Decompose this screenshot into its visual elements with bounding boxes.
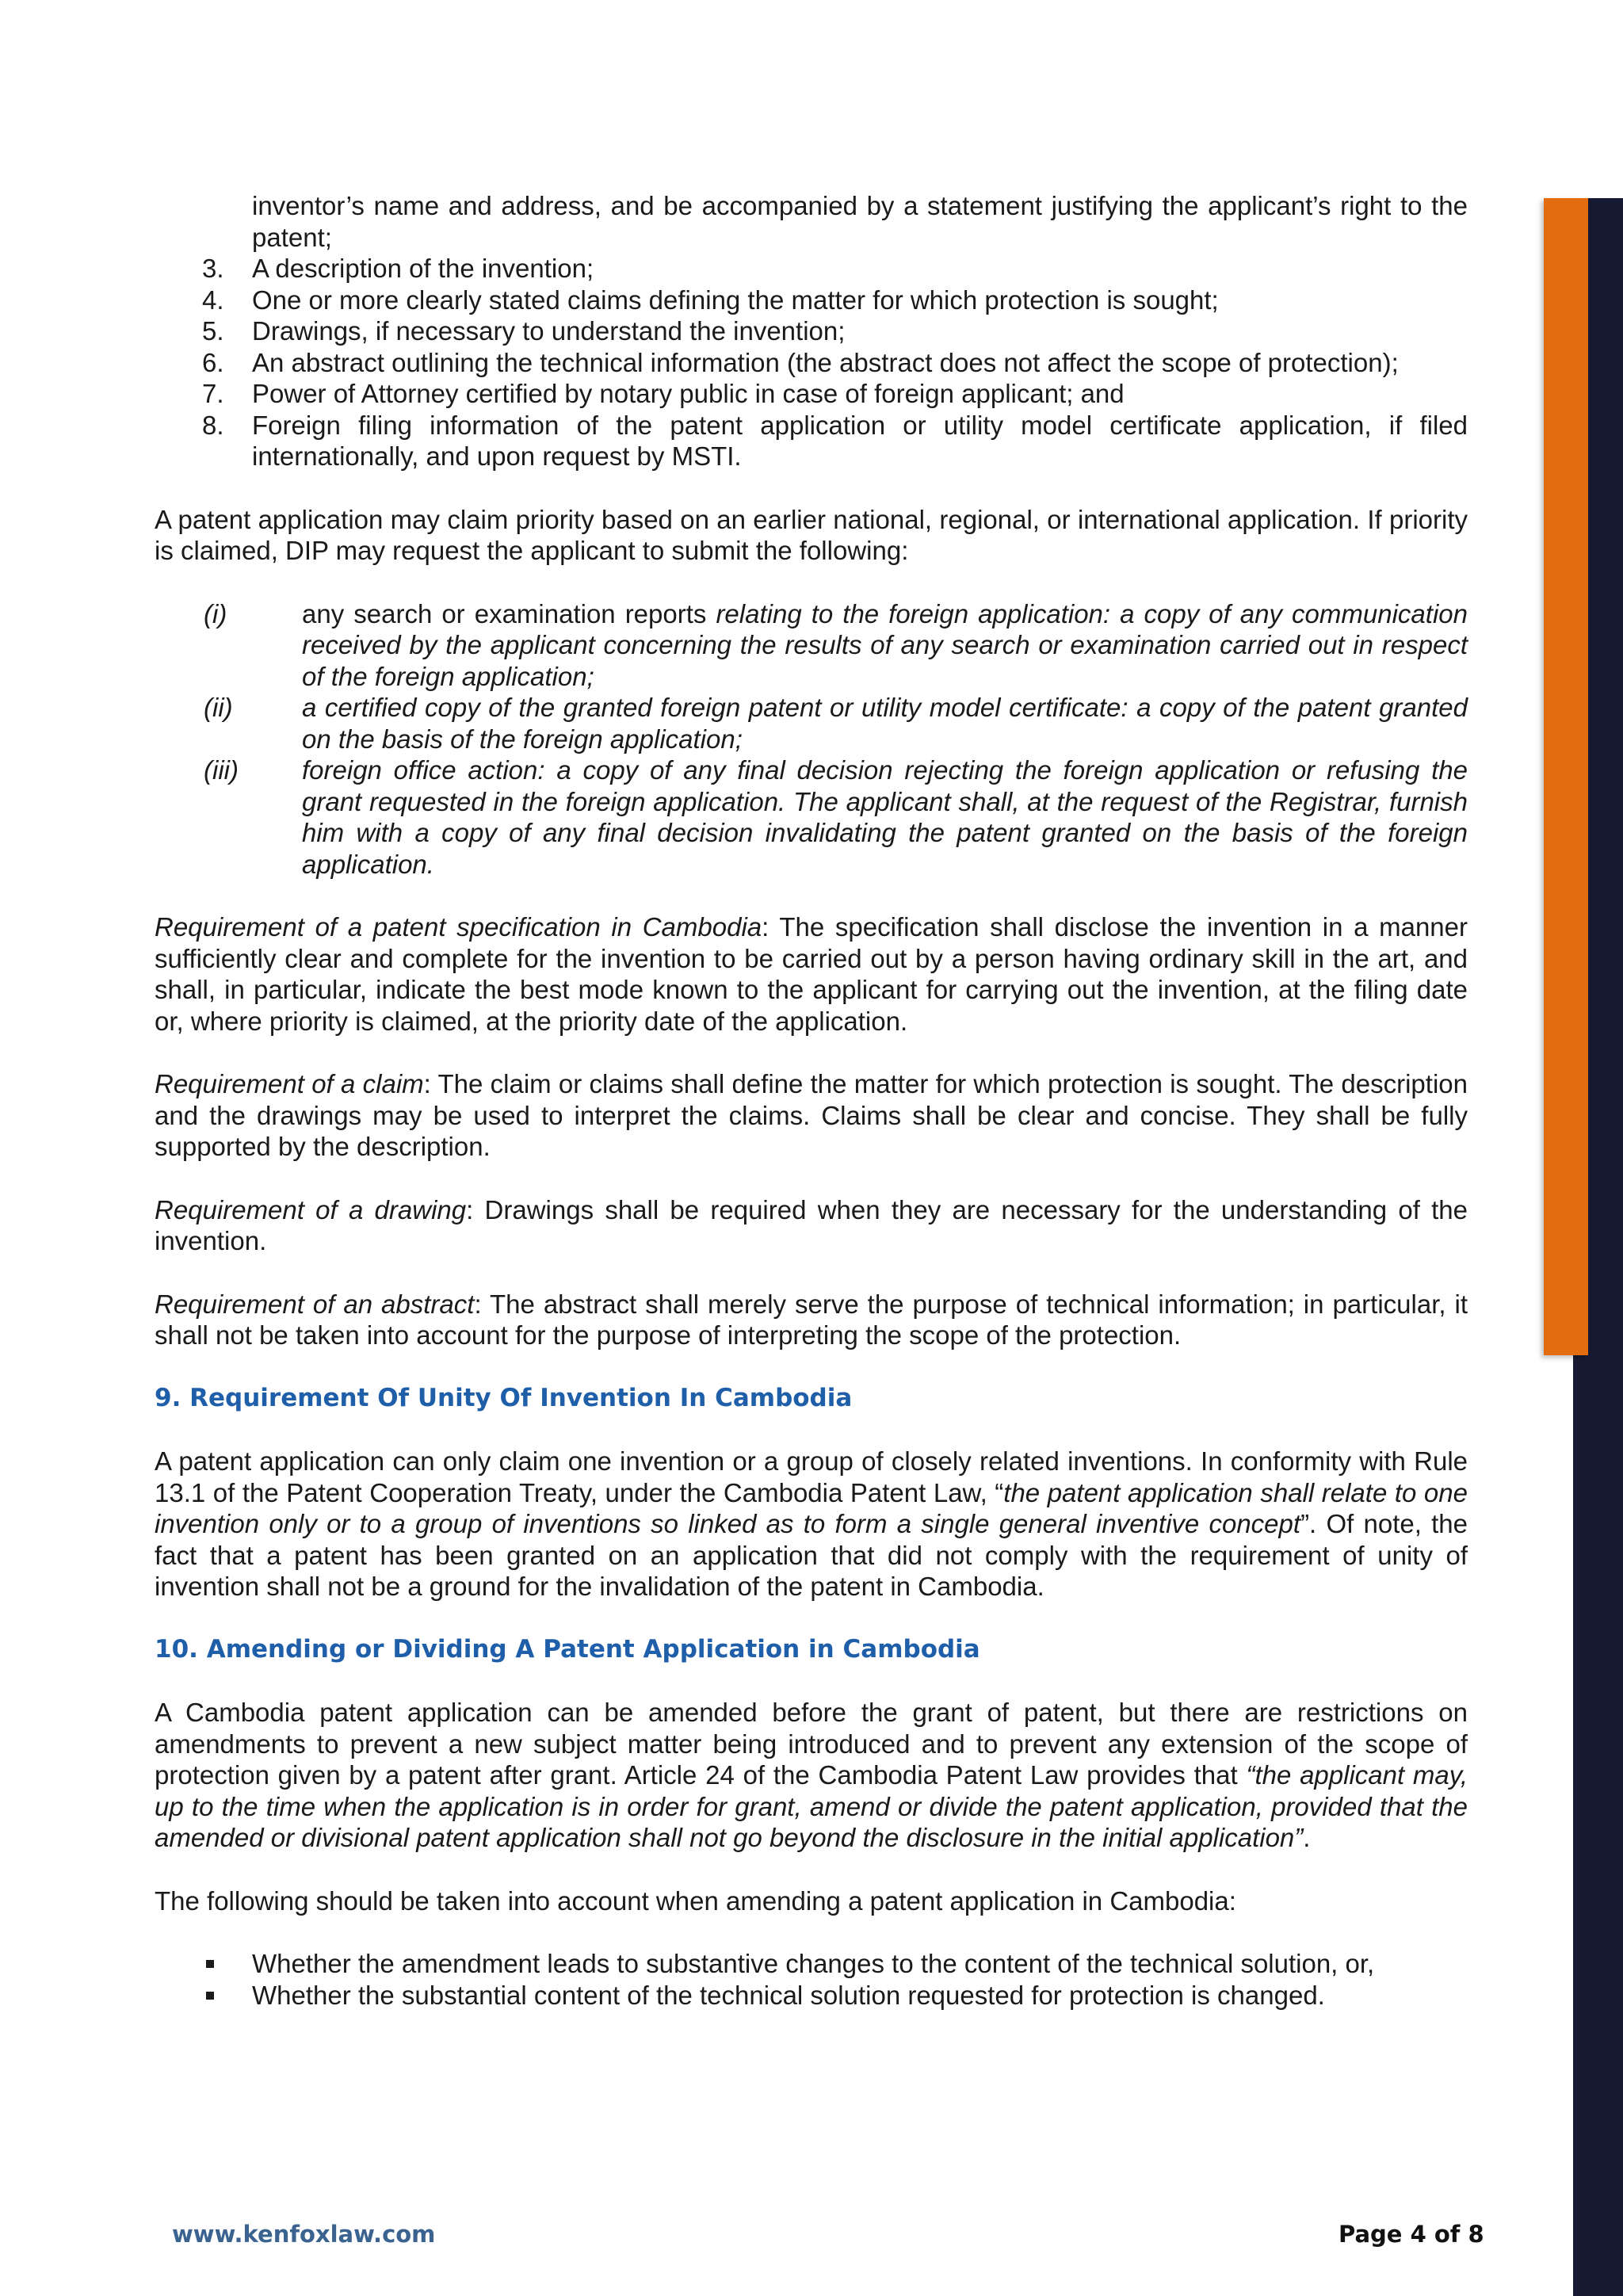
requirement-term: Requirement of a patent specification in Cambodia xyxy=(155,912,762,942)
requirement-term: Requirement of a claim xyxy=(155,1069,424,1098)
unity-paragraph: A patent application can only claim one invention or a group of closely related inventions. In conformity with Rule 13.1 of the Patent Cooperation Treaty, under the Cambodia Patent Law, “the patent application shall relate to one invention only or to a group of inventions so linked as to form a single general inventive concept”. Of note, the fact that a patent has been granted on an application that did not comply with the requirement of unity of invention shall not be a ground for the invalidation of the patent in Cambodia. xyxy=(155,1446,1468,1601)
footer-website-link[interactable]: www.kenfoxlaw.com xyxy=(172,2221,436,2248)
priority-item xyxy=(155,755,1468,880)
requirement-specification xyxy=(155,911,1468,1037)
list-item xyxy=(155,253,1468,285)
list-number: 7. xyxy=(202,379,224,408)
priority-item-italic: relating to the foreign application: a copy of any communication received by the applicant concerning the results of any search or examination carried out in respect of the foreign application; xyxy=(302,598,1468,691)
list-item xyxy=(155,315,1468,347)
requirement-term: Requirement of a drawing xyxy=(155,1194,467,1224)
list-number: 4. xyxy=(202,285,224,315)
footer-page-number: Page 4 of 8 xyxy=(1338,2221,1484,2248)
list-number: 8. xyxy=(202,410,224,440)
section-heading-unity: 9. Requirement Of Unity Of Invention In Cambodia xyxy=(155,1383,853,1412)
roman-numeral: (ii) xyxy=(204,693,233,722)
bullet-item: Whether the amendment leads to substantive changes to the content of the technical solution, or, xyxy=(155,1948,1468,1980)
law-quote: the patent application shall relate to one invention only or to a group of inventions so linked as to form a single general inventive concept xyxy=(155,1477,1468,1538)
list-number: 5. xyxy=(202,316,224,346)
amending-bullets xyxy=(155,1948,1468,2011)
amending-paragraph: A Cambodia patent application can be amended before the grant of patent, but there are restrictions on amendments to prevent a new subject matter being introduced and to prevent any extension of the scope of protection given by a patent after grant. Article 24 of the Cambodia Patent Law provides that “the applicant may, up to the time when the application is in order for grant, amend or divide the patent application, provided that the amended or divisional patent application shall not go beyond the disclosure in the initial application”. xyxy=(155,1698,1468,1852)
list-item-text: One or more clearly stated claims defining the matter for which protection is sought; xyxy=(252,285,1219,315)
list-item xyxy=(155,410,1468,472)
requirement-term: Requirement of an abstract xyxy=(155,1289,475,1319)
list-item xyxy=(155,378,1468,410)
list-number: 6. xyxy=(202,347,224,377)
priority-item-plain: any search or examination reports xyxy=(302,598,716,628)
list-item-text: A description of the invention; xyxy=(252,254,594,283)
list-number: 3. xyxy=(202,254,224,283)
page-content xyxy=(155,190,1468,2011)
priority-item-italic: a certified copy of the granted foreign patent or utility model certificate: a copy of the patent granted on the basis of the foreign application; xyxy=(302,693,1468,754)
requirement-text: : The claim or claims shall define the matter for which protection is sought. The description and the drawings may be used to interpret the claims. Claims shall be clear and concise. They shall be fully supported by the description. xyxy=(155,1069,1468,1161)
list-item-text: Foreign filing information of the patent application or utility model certificate application, if filed internationally, and upon request by MSTI. xyxy=(252,410,1468,471)
list-item-text: Power of Attorney certified by notary public in case of foreign applicant; and xyxy=(252,379,1125,408)
requirement-abstract xyxy=(155,1289,1468,1351)
requirements-numbered-list xyxy=(155,190,1468,472)
section-heading-amending: 10. Amending or Dividing A Patent Application in Cambodia xyxy=(155,1634,980,1664)
list-item xyxy=(155,347,1468,379)
bullet-item: Whether the substantial content of the technical solution requested for protection is changed. xyxy=(155,1980,1468,2011)
list-item-continuation: inventor’s name and address, and be accompanied by a statement justifying the applicant’s right to the patent; xyxy=(252,191,1468,252)
requirement-claim xyxy=(155,1068,1468,1163)
requirement-text: : Drawings shall be required when they are necessary for the understanding of the invention. xyxy=(155,1194,1468,1255)
priority-item xyxy=(155,598,1468,693)
square-bullet-icon xyxy=(206,1960,214,1968)
amending-intro: The following should be taken into account when amending a patent application in Cambodia: xyxy=(155,1885,1236,1916)
requirement-text: : The abstract shall merely serve the purpose of technical information; in particular, it shall not be taken into account for the purpose of interpreting the scope of the protection. xyxy=(155,1289,1468,1350)
list-item-text: Drawings, if necessary to understand the invention; xyxy=(252,316,846,346)
side-decoration-orange-bar xyxy=(1544,198,1588,1355)
requirement-text: : The specification shall disclose the invention in a manner sufficiently clear and complete for the invention to be carried out by a person having ordinary skill in the art, and shall, in particular, indicate the best mode known to the applicant for carrying out the invention, at the filing date or, where priority is claimed, at the priority date of the application. xyxy=(155,912,1468,1036)
requirement-drawing xyxy=(155,1194,1468,1257)
list-item xyxy=(155,285,1468,316)
priority-paragraph: A patent application may claim priority based on an earlier national, regional, or international application. If priority is claimed, DIP may request the applicant to submit the following: xyxy=(155,504,1468,565)
priority-item xyxy=(155,692,1468,755)
priority-item-italic: foreign office action: a copy of any final decision rejecting the foreign application or refusing the grant requested in the foreign application. The applicant shall, at the request of the Registrar, furnish him with a copy of any final decision invalidating the patent granted on the basis of the foreign application. xyxy=(302,755,1468,879)
square-bullet-icon xyxy=(206,1992,214,2000)
roman-numeral: (iii) xyxy=(204,755,239,785)
list-item-text: An abstract outlining the technical information (the abstract does not affect the scope of protection); xyxy=(252,347,1399,377)
priority-documents-list xyxy=(155,598,1468,881)
law-quote: “the applicant may, up to the time when the application is in order for grant, amend or divide the patent application, provided that the amended or divisional patent application shall not go beyond the disclosure in the initial application” xyxy=(155,1760,1468,1852)
roman-numeral: (i) xyxy=(204,598,227,628)
